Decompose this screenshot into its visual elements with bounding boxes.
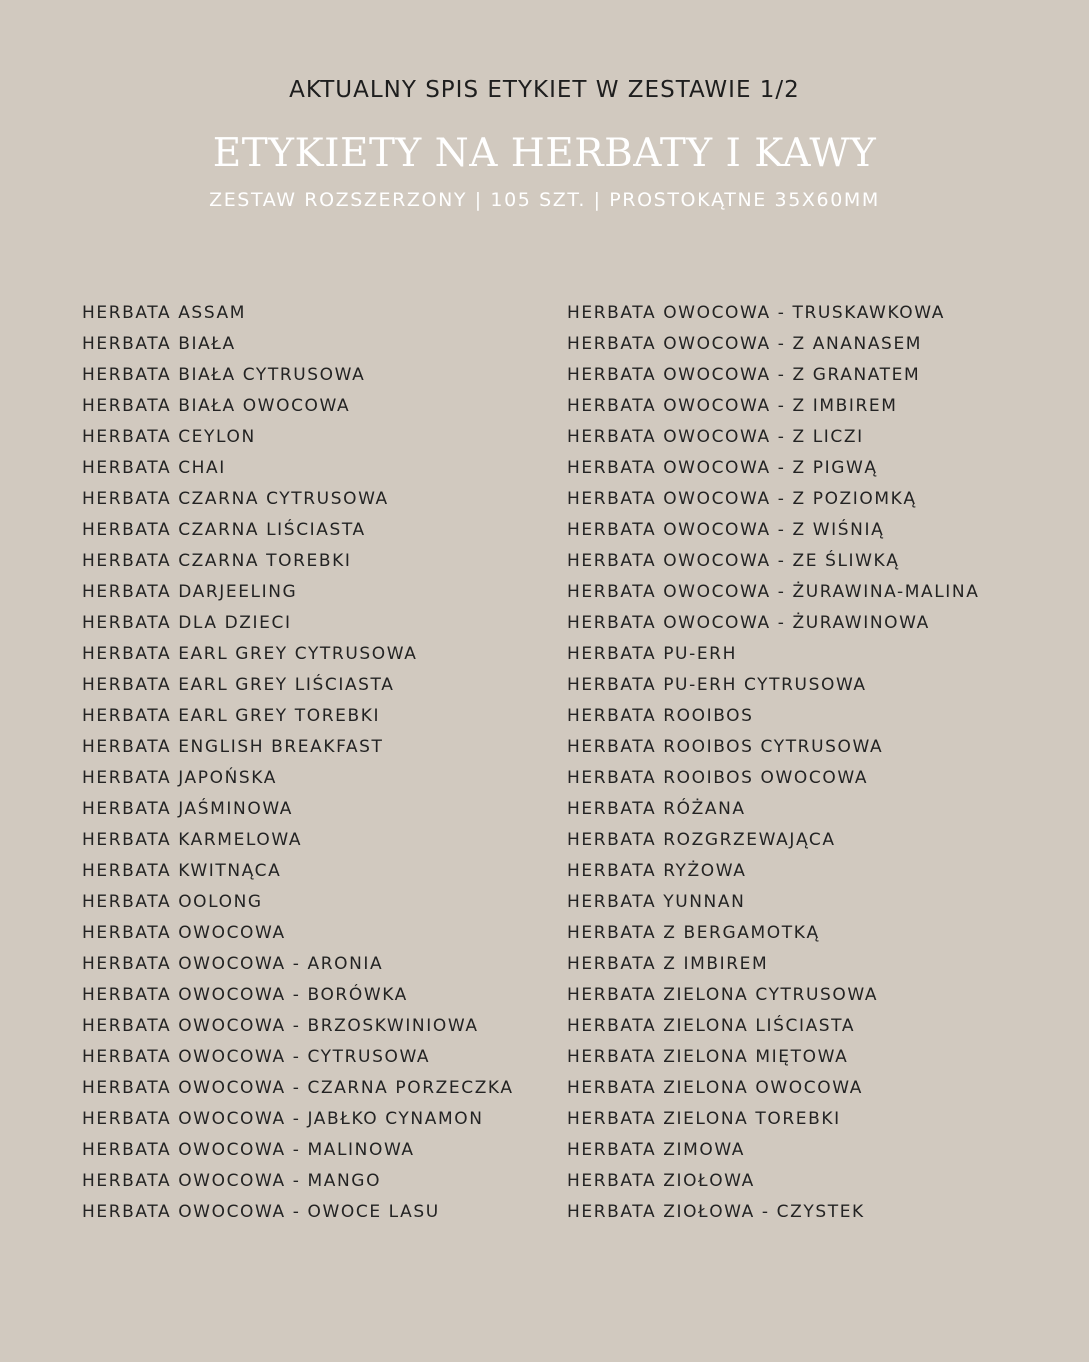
- list-item: HERBATA OWOCOWA - JABŁKO CYNAMON: [82, 1109, 484, 1129]
- list-item: HERBATA EARL GREY CYTRUSOWA: [82, 644, 418, 664]
- list-item: HERBATA BIAŁA: [82, 334, 236, 354]
- list-item: HERBATA Z BERGAMOTKĄ: [567, 923, 820, 943]
- list-item: HERBATA OWOCOWA - OWOCE LASU: [82, 1202, 440, 1222]
- list-item: HERBATA JAŚMINOWA: [82, 799, 294, 819]
- list-item: HERBATA OWOCOWA - Z LICZI: [567, 427, 864, 447]
- list-item: HERBATA CZARNA LIŚCIASTA: [82, 520, 366, 540]
- list-item: HERBATA OWOCOWA - Z IMBIREM: [567, 396, 898, 416]
- list-item: HERBATA ZIELONA LIŚCIASTA: [567, 1016, 856, 1036]
- list-item: HERBATA OWOCOWA - Z WIŚNIĄ: [567, 520, 885, 540]
- list-item: HERBATA ASSAM: [82, 303, 247, 323]
- list-item: HERBATA OWOCOWA - CYTRUSOWA: [82, 1047, 431, 1067]
- list-item: HERBATA EARL GREY TOREBKI: [82, 706, 381, 726]
- list-item: HERBATA OWOCOWA - BRZOSKWINIOWA: [82, 1016, 479, 1036]
- page-subtitle: ZESTAW ROZSZERZONY | 105 SZT. | PROSTOKĄTNE 35X60MM: [209, 189, 880, 211]
- list-item: HERBATA OWOCOWA - MALINOWA: [82, 1140, 415, 1160]
- list-item: HERBATA RÓŻANA: [567, 799, 746, 819]
- page-heading: AKTUALNY SPIS ETYKIET W ZESTAWIE 1/2: [289, 77, 800, 103]
- list-item: HERBATA CZARNA TOREBKI: [82, 551, 352, 571]
- list-item: HERBATA CZARNA CYTRUSOWA: [82, 489, 389, 509]
- list-item: HERBATA RYŻOWA: [567, 861, 747, 881]
- list-item: HERBATA OWOCOWA - Z POZIOMKĄ: [567, 489, 917, 509]
- list-item: HERBATA ZIELONA CYTRUSOWA: [567, 985, 879, 1005]
- list-item: HERBATA ZIELONA MIĘTOWA: [567, 1047, 849, 1067]
- list-item: HERBATA OWOCOWA: [82, 923, 286, 943]
- list-item: HERBATA DLA DZIECI: [82, 613, 292, 633]
- list-item: HERBATA OWOCOWA - BORÓWKA: [82, 985, 408, 1005]
- list-item: HERBATA BIAŁA CYTRUSOWA: [82, 365, 366, 385]
- list-item: HERBATA EARL GREY LIŚCIASTA: [82, 675, 395, 695]
- list-item: HERBATA ENGLISH BREAKFAST: [82, 737, 384, 757]
- list-item: HERBATA ROZGRZEWAJĄCA: [567, 830, 836, 850]
- list-item: HERBATA OWOCOWA - Z ANANASEM: [567, 334, 923, 354]
- list-item: HERBATA OWOCOWA - ŻURAWINOWA: [567, 613, 930, 633]
- list-item: HERBATA OWOCOWA - Z GRANATEM: [567, 365, 921, 385]
- list-item: HERBATA OWOCOWA - TRUSKAWKOWA: [567, 303, 945, 323]
- list-item: HERBATA ZIOŁOWA: [567, 1171, 755, 1191]
- list-item: HERBATA OOLONG: [82, 892, 263, 912]
- list-item: HERBATA ZIMOWA: [567, 1140, 746, 1160]
- list-item: HERBATA OWOCOWA - ARONIA: [82, 954, 384, 974]
- list-item: HERBATA KARMELOWA: [82, 830, 303, 850]
- list-item: HERBATA JAPOŃSKA: [82, 768, 277, 788]
- list-item: HERBATA ZIELONA TOREBKI: [567, 1109, 841, 1129]
- list-item: HERBATA CHAI: [82, 458, 226, 478]
- list-item: HERBATA Z IMBIREM: [567, 954, 769, 974]
- list-item: HERBATA ZIELONA OWOCOWA: [567, 1078, 863, 1098]
- list-item: HERBATA OWOCOWA - ZE ŚLIWKĄ: [567, 551, 900, 571]
- list-item: HERBATA CEYLON: [82, 427, 256, 447]
- list-item: HERBATA ZIOŁOWA - CZYSTEK: [567, 1202, 865, 1222]
- list-item: HERBATA ROOIBOS CYTRUSOWA: [567, 737, 884, 757]
- list-item: HERBATA OWOCOWA - CZARNA PORZECZKA: [82, 1078, 514, 1098]
- list-item: HERBATA OWOCOWA - Z PIGWĄ: [567, 458, 878, 478]
- list-item: HERBATA BIAŁA OWOCOWA: [82, 396, 351, 416]
- right-label-list: [567, 298, 979, 1228]
- page-title: ETYKIETY NA HERBATY I KAWY: [212, 131, 877, 176]
- list-item: HERBATA DARJEELING: [82, 582, 298, 602]
- list-item: HERBATA ROOIBOS: [567, 706, 754, 726]
- list-item: HERBATA OWOCOWA - MANGO: [82, 1171, 382, 1191]
- left-label-list: [82, 298, 514, 1228]
- list-item: HERBATA PU-ERH: [567, 644, 737, 664]
- list-item: HERBATA PU-ERH CYTRUSOWA: [567, 675, 867, 695]
- list-item: HERBATA YUNNAN: [567, 892, 746, 912]
- list-item: HERBATA OWOCOWA - ŻURAWINA-MALINA: [567, 582, 980, 602]
- list-item: HERBATA KWITNĄCA: [82, 861, 282, 881]
- list-item: HERBATA ROOIBOS OWOCOWA: [567, 768, 869, 788]
